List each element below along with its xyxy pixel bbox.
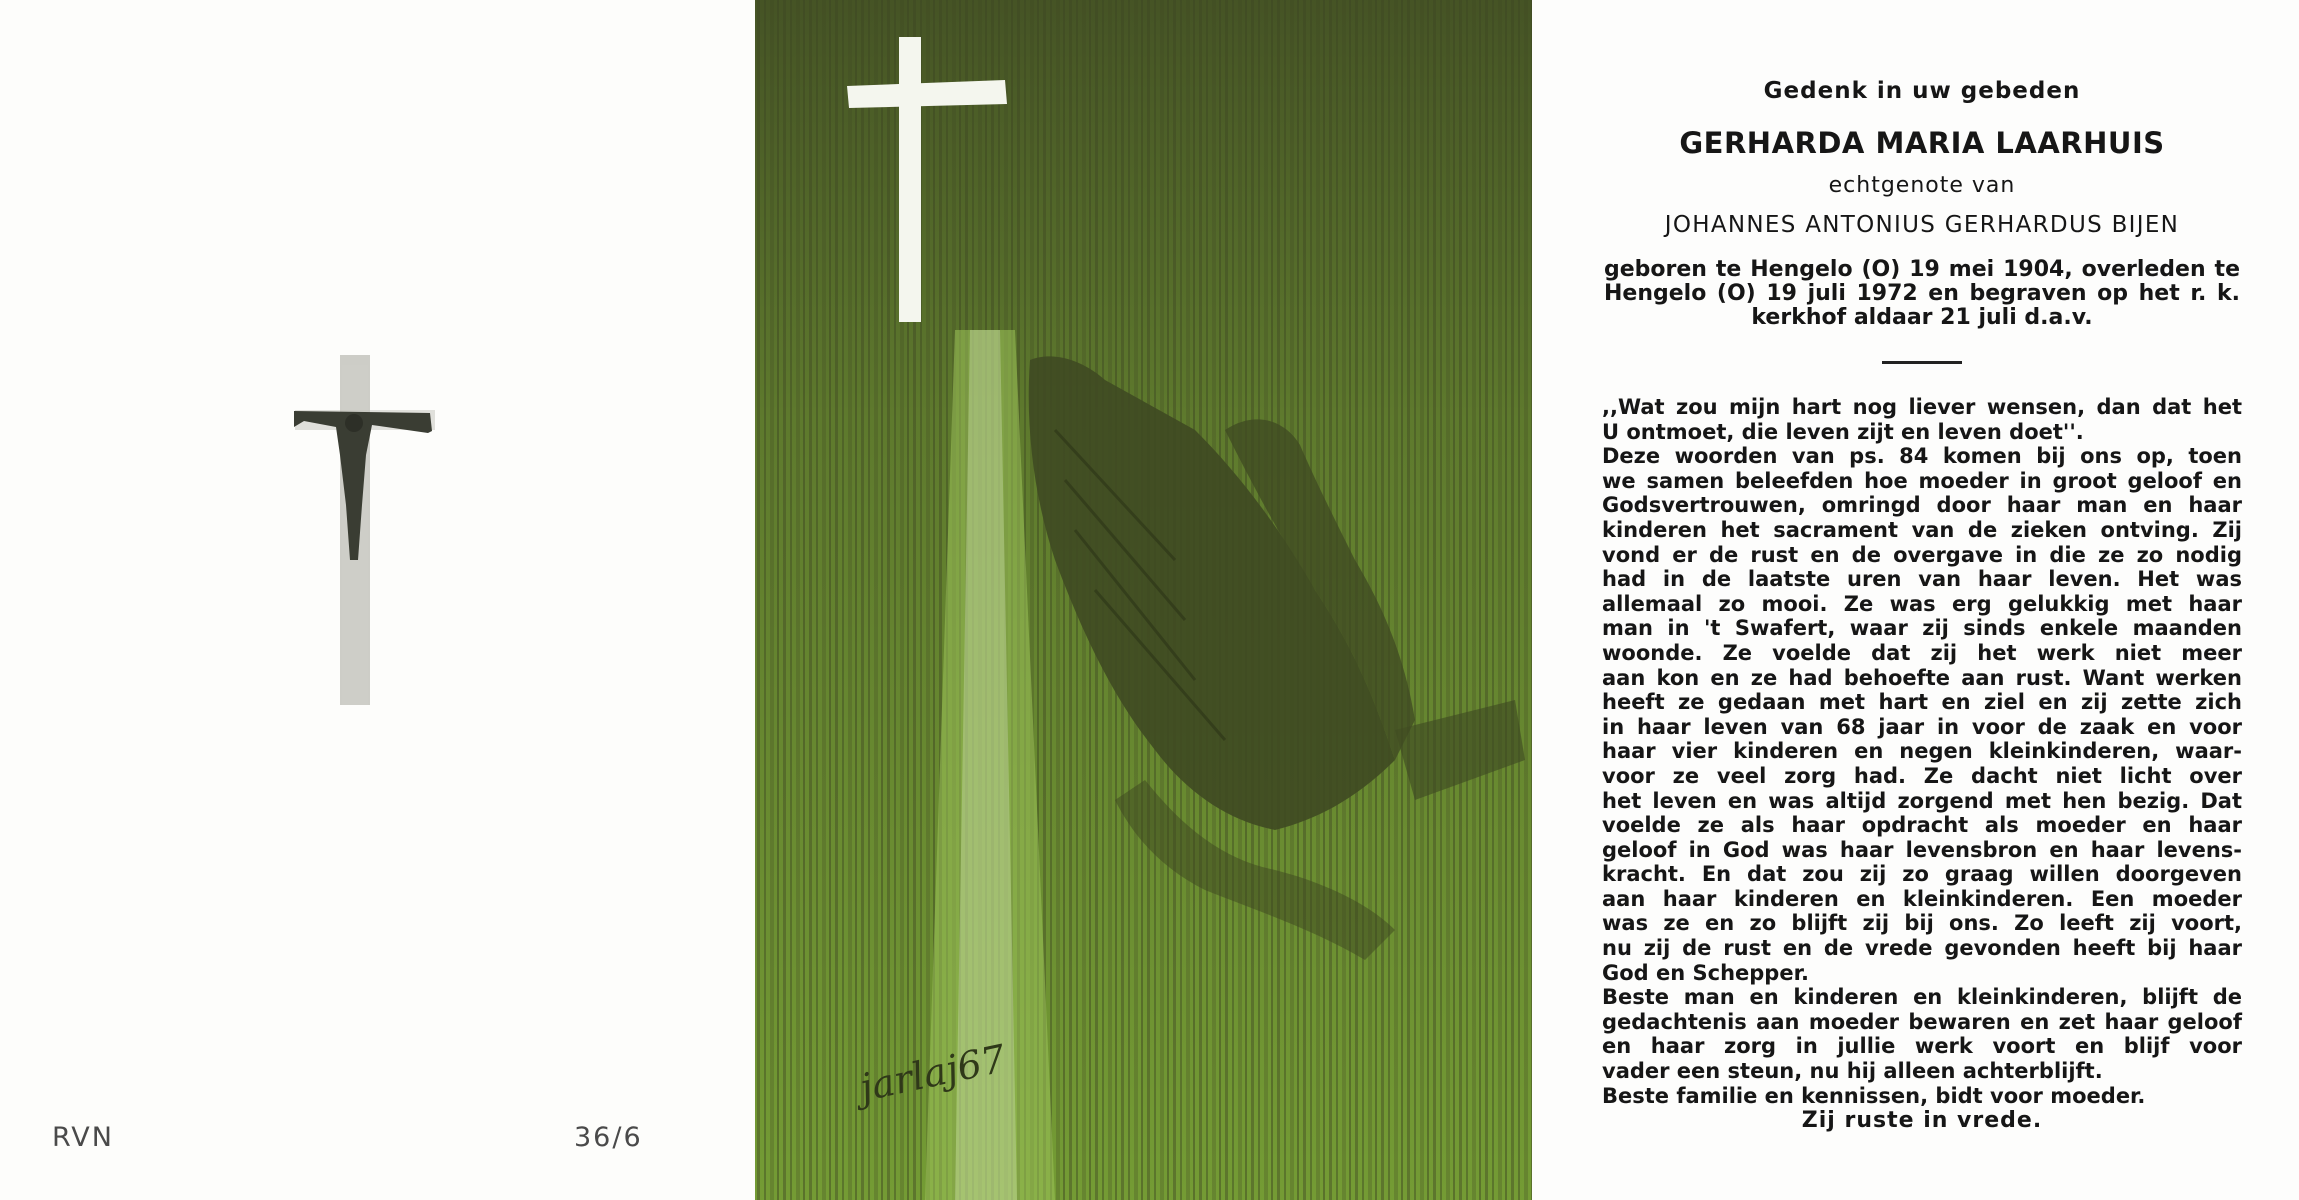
eulogy-line: geloof in God was haar levensbron en haar levens- <box>1602 837 2242 862</box>
memorial-text-panel <box>1532 0 2299 1200</box>
eulogy-line: kinderen het sacrament van de zieken ontving. Zij <box>1602 517 2242 542</box>
eulogy-line: nu zij de rust en de vrede gevonden heeft bij haar <box>1602 936 2242 961</box>
eulogy-line: aan kon en ze had behoefte aan rust. Want werken <box>1602 665 2242 690</box>
eulogy-line: kracht. En dat zou zij zo graag willen doorgeven <box>1602 862 2242 887</box>
spouse-relation: echtgenote van <box>1828 173 2016 198</box>
eulogy-line: voelde ze als haar opdracht als moeder en haar <box>1602 813 2242 838</box>
eulogy-line: U ontmoet, die leven zijt en leven doet''. <box>1602 419 2084 444</box>
eulogy-line: vader een steun, nu hij alleen achterblijft. <box>1602 1059 2103 1084</box>
eulogy-text <box>1602 395 2242 1108</box>
eulogy-line: we samen beleefden hoe moeder in groot geloof en <box>1602 468 2242 493</box>
printer-code: RVN <box>52 1122 114 1153</box>
eulogy-line: en haar zorg in jullie werk voort en blijf voor <box>1602 1034 2242 1059</box>
separator-line <box>1882 361 1962 364</box>
eulogy-line: Godsvertrouwen, omringd door haar man en haar <box>1602 493 2242 518</box>
card-number: 36/6 <box>574 1122 643 1153</box>
eulogy-line: gedachtenis aan moeder bewaren en zet haar geloof <box>1602 1009 2242 1034</box>
left-panel <box>0 0 755 1200</box>
eulogy-line: aan haar kinderen en kleinkinderen. Een moeder <box>1602 886 2242 911</box>
eulogy-line: woonde. Ze voelde dat zij het werk niet meer <box>1602 640 2242 665</box>
crucifix-icon <box>280 355 480 715</box>
eulogy-line: vond er de rust en de overgave in die ze zo nodig <box>1602 542 2242 567</box>
eulogy-line: had in de laatste uren van haar leven. Het was <box>1602 567 2242 592</box>
eulogy-line: was ze en zo blijft zij bij ons. Zo leeft zij voort, <box>1602 911 2242 936</box>
eulogy-line: voor ze veel zorg had. Ze dacht niet licht over <box>1602 763 2242 788</box>
eulogy-line: Beste man en kinderen en kleinkinderen, blijft de <box>1602 985 2242 1010</box>
eulogy-line: het leven en was altijd zorgend met hen bezig. Dat <box>1602 788 2242 813</box>
eulogy-line: haar vier kinderen en negen kleinkinderen, waar- <box>1602 739 2242 764</box>
life-dates: geboren te Hengelo (O) 19 mei 1904, overleden te Hengelo (O) 19 juli 1972 en begraven op het r. k. kerkhof aldaar 21 juli d.a.v. <box>1604 257 2240 330</box>
eulogy-line: man in 't Swafert, waar zij sinds enkele maanden <box>1602 616 2242 641</box>
artist-signature: jarlaj67 <box>856 1036 1010 1111</box>
eulogy-line: Beste familie en kennissen, bidt voor moeder. <box>1602 1083 2146 1108</box>
artwork-panel <box>755 0 1532 1200</box>
eulogy-line: heeft ze gedaan met hart en ziel en zij zette zich <box>1602 690 2242 715</box>
spouse-name: JOHANNES ANTONIUS GERHARDUS BIJEN <box>1664 212 2180 238</box>
eulogy-line: ,,Wat zou mijn hart nog liever wensen, dan dat het <box>1602 395 2242 419</box>
praying-hands-artwork <box>755 0 1532 1200</box>
eulogy-line: in haar leven van 68 jaar in voor de zaak en voor <box>1602 714 2242 739</box>
eulogy-line: allemaal zo mooi. Ze was erg gelukkig met haar <box>1602 591 2242 616</box>
closing-blessing: Zij ruste in vrede. <box>1801 1108 2043 1133</box>
eulogy-line: God en Schepper. <box>1602 960 1809 985</box>
deceased-name: GERHARDA MARIA LAARHUIS <box>1679 126 2165 160</box>
prayer-intro: Gedenk in uw gebeden <box>1763 78 2081 104</box>
eulogy-line: Deze woorden van ps. 84 komen bij ons op, toen <box>1602 444 2242 469</box>
